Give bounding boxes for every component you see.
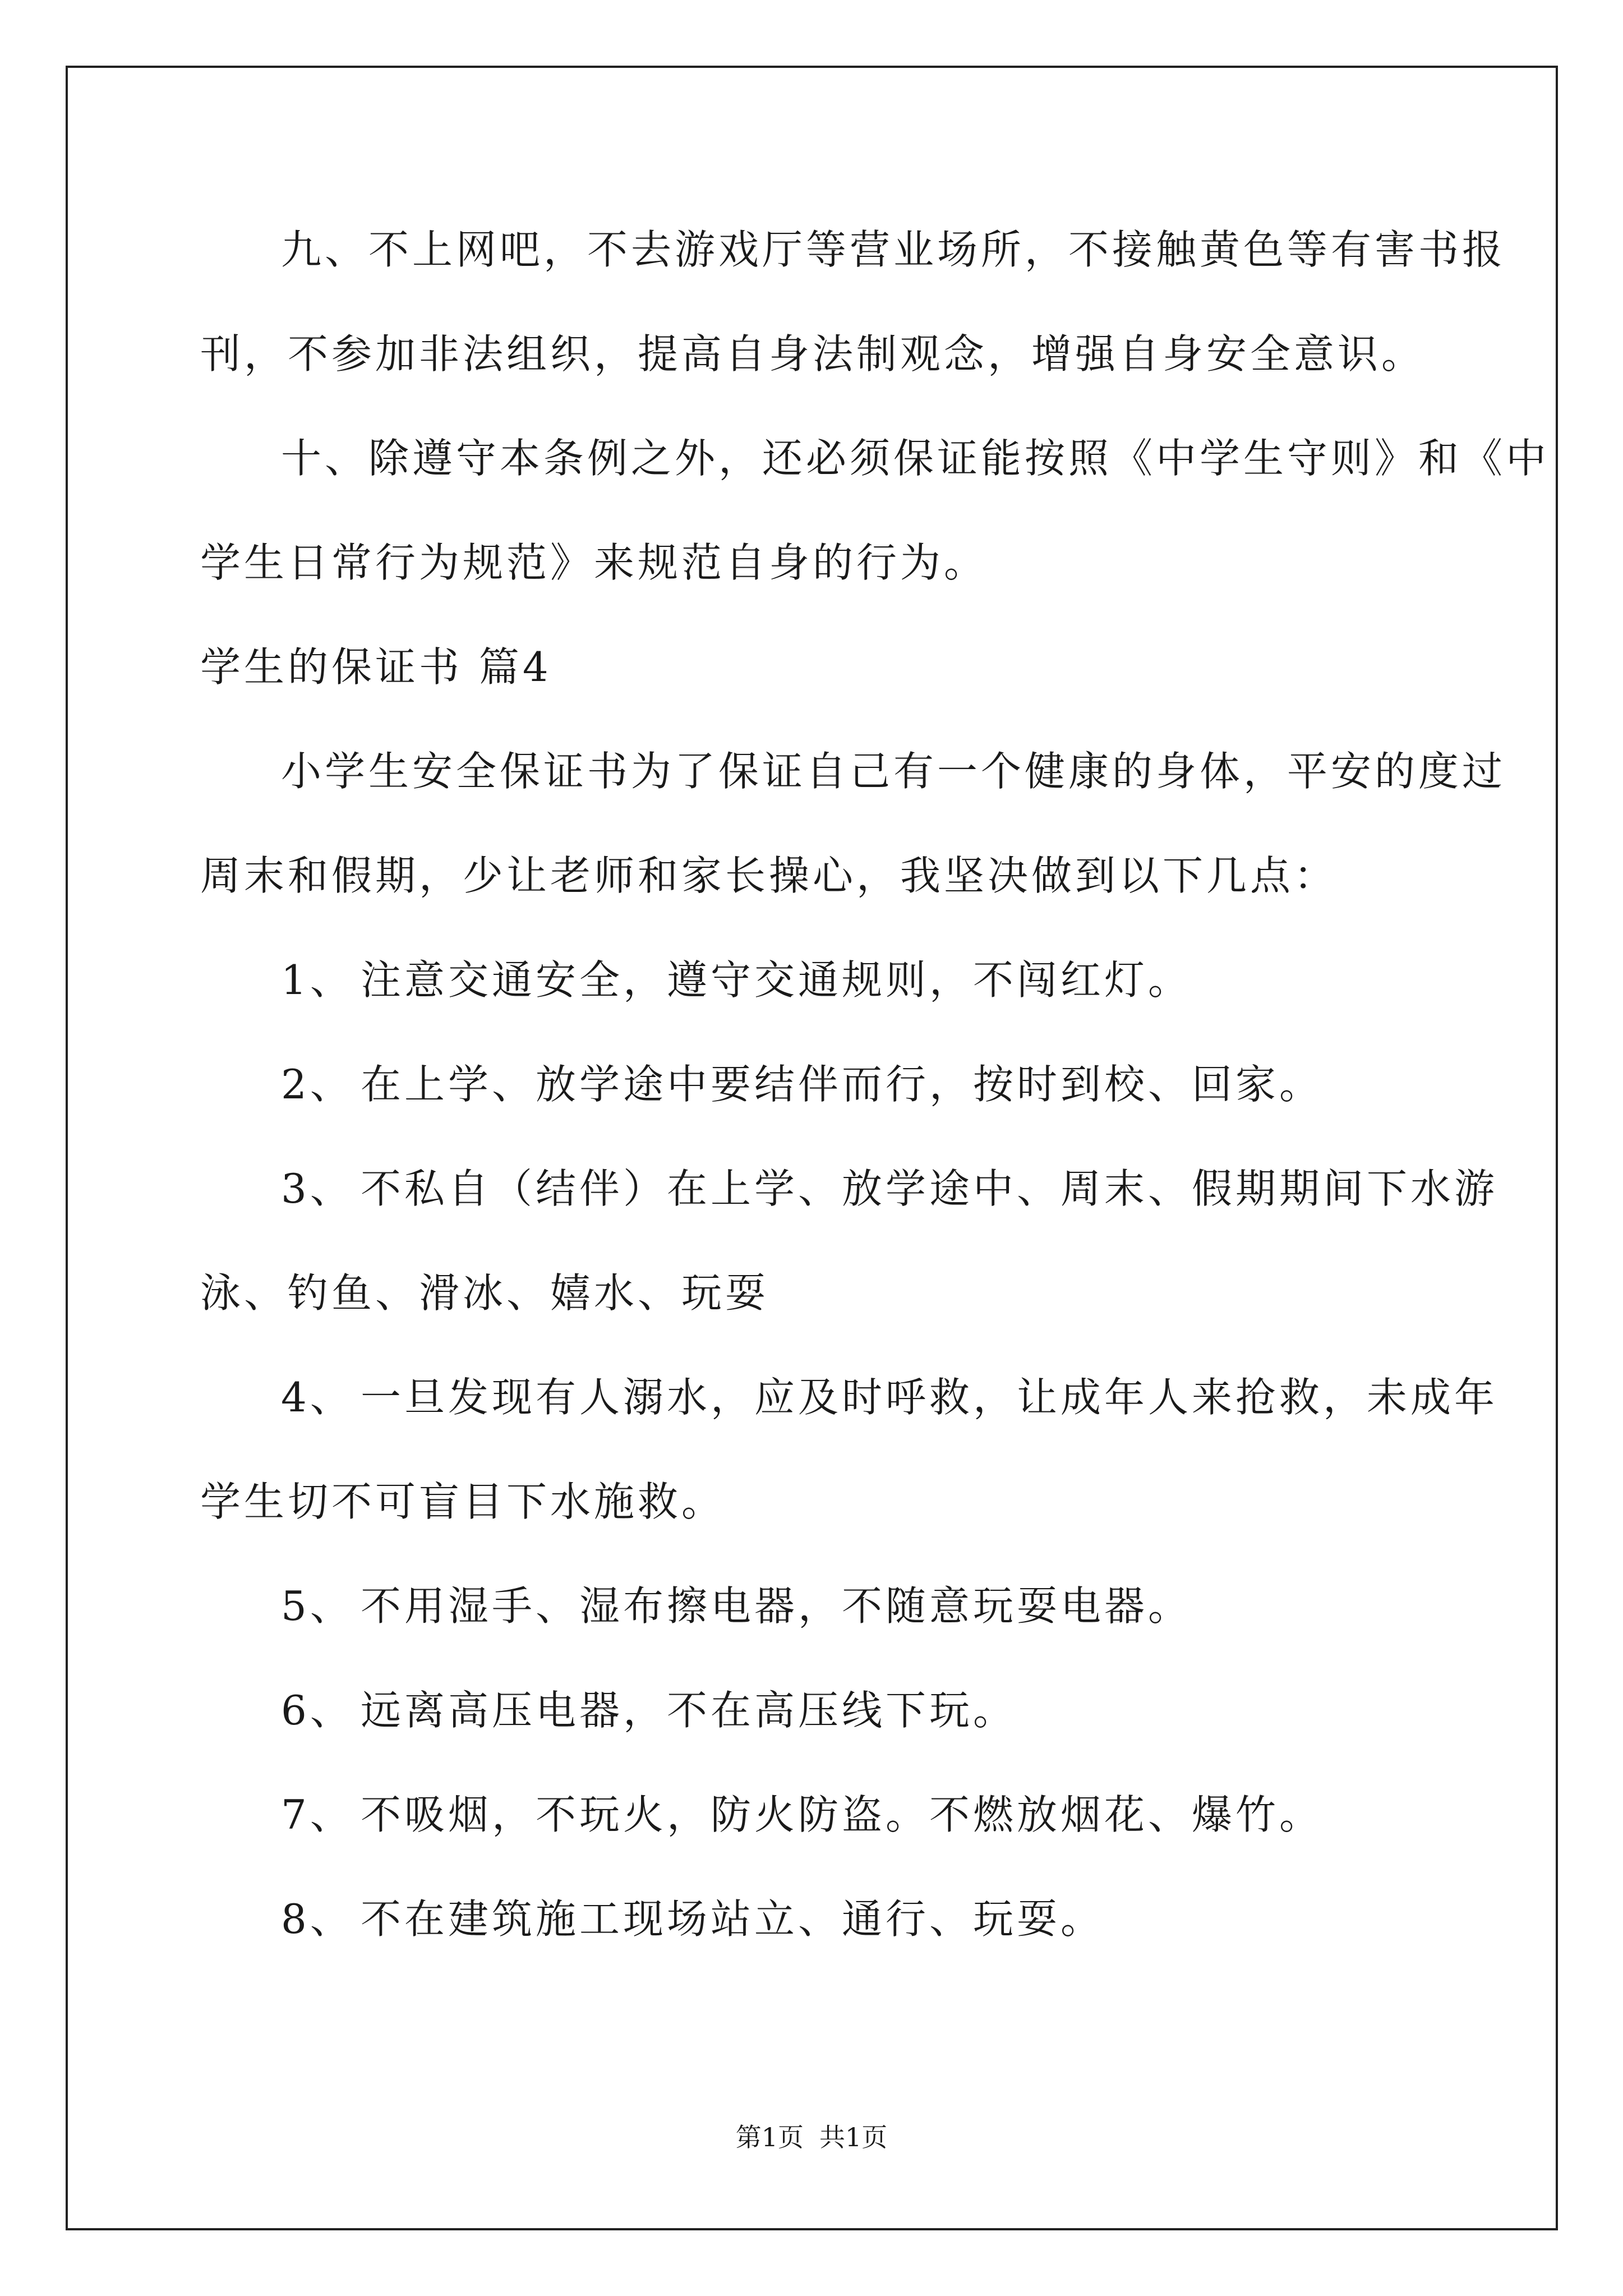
list-item-number: 8、	[281, 1895, 354, 1943]
intro-line-1: 小学生安全保证书为了保证自己有一个健康的身体，平安的度过	[281, 748, 1506, 795]
list-item-number: 1、	[281, 956, 354, 1004]
list-item-number: 3、	[281, 1165, 354, 1212]
list-item-6	[281, 1685, 1017, 1736]
intro-line-2: 周末和假期，少让老师和家长操心，我坚决做到以下几点：	[200, 852, 1338, 899]
paragraph-9-line-1: 九、不上网吧，不去游戏厅等营业场所，不接触黄色等有害书报	[281, 226, 1506, 273]
list-item-number: 4、	[281, 1374, 354, 1421]
list-item-text: 注意交通安全，遵守交通规则，不闯红灯。	[361, 956, 1192, 1004]
list-item-8	[281, 1894, 1104, 1944]
list-item-number: 5、	[281, 1582, 354, 1630]
list-item-number: 2、	[281, 1061, 354, 1108]
page-number-total: 共1页	[819, 2122, 888, 2152]
list-item-text: 一旦发现有人溺水，应及时呼救，让成年人来抢救，未成年	[361, 1374, 1498, 1421]
paragraph-10-line-2: 学生日常行为规范》来规范自身的行为。	[200, 539, 988, 586]
list-item-5	[281, 1581, 1192, 1631]
list-item-text: 远离高压电器，不在高压线下玩。	[361, 1687, 1017, 1734]
list-item-text: 不私自（结伴）在上学、放学途中、周末、假期期间下水游	[361, 1165, 1498, 1212]
list-item-text: 不用湿手、湿布擦电器，不随意玩耍电器。	[361, 1582, 1192, 1630]
paragraph-10-line-1: 十、除遵守本条例之外，还必须保证能按照《中学生守则》和《中	[281, 435, 1550, 482]
list-item-text: 不吸烟，不玩火，防火防盗。不燃放烟花、爆竹。	[361, 1791, 1324, 1838]
list-item-2	[281, 1059, 1323, 1110]
list-item-4-continuation: 学生切不可盲目下水施救。	[200, 1478, 726, 1525]
list-item-7	[281, 1789, 1323, 1840]
section-heading: 学生的保证书 篇4	[200, 643, 552, 691]
list-item-3	[281, 1163, 1498, 1214]
list-item-text: 在上学、放学途中要结伴而行，按时到校、回家。	[361, 1061, 1324, 1108]
list-item-1	[281, 955, 1192, 1005]
list-item-4	[281, 1372, 1498, 1423]
page-footer	[0, 2120, 1623, 2154]
list-item-3-continuation: 泳、钓鱼、滑冰、嬉水、玩耍	[200, 1269, 769, 1317]
list-item-number: 6、	[281, 1687, 354, 1734]
list-item-text: 不在建筑施工现场站立、通行、玩耍。	[361, 1895, 1105, 1943]
list-item-number: 7、	[281, 1791, 354, 1838]
paragraph-9-line-2: 刊，不参加非法组织，提高自身法制观念，增强自身安全意识。	[200, 330, 1426, 378]
page-number-current: 第1页	[735, 2122, 804, 2152]
